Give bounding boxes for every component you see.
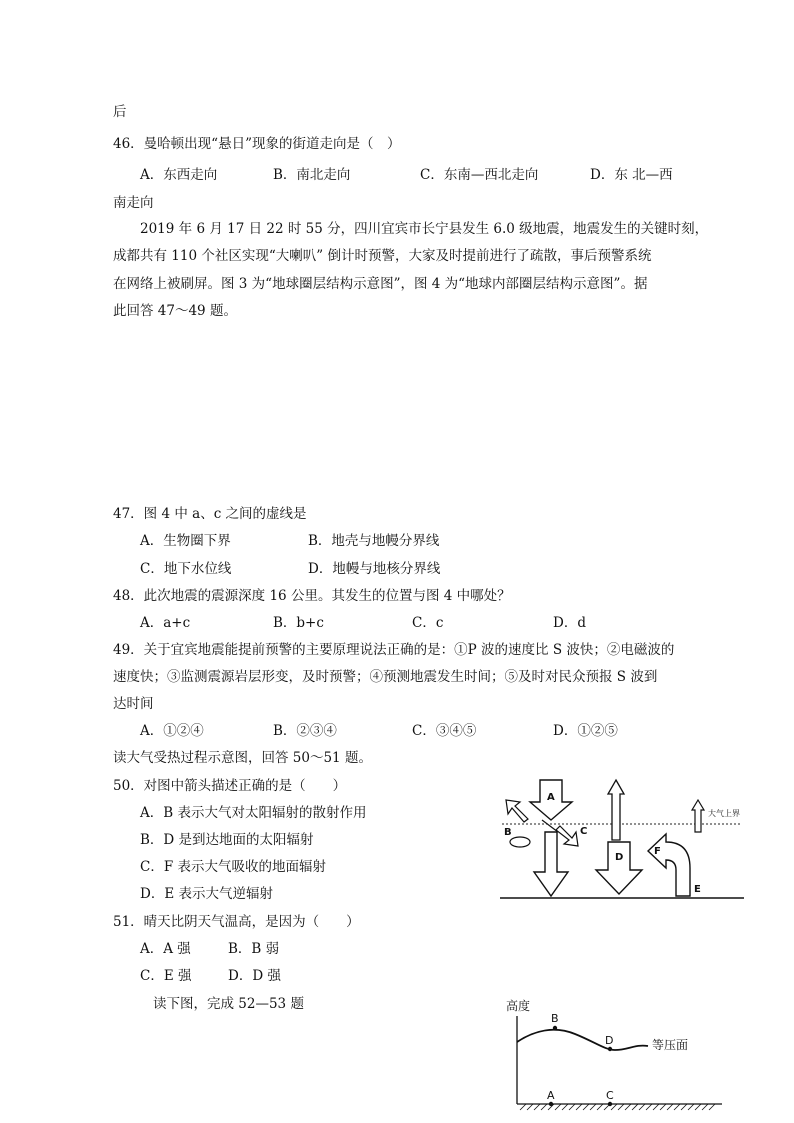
- atmosphere-heating-diagram: [498, 772, 748, 902]
- text-line-continued: 后: [113, 104, 127, 120]
- label-b: B: [551, 1012, 559, 1025]
- label-c: C: [580, 826, 588, 837]
- q46-option-d: D．东 北—西: [590, 167, 673, 183]
- question-51: 51．晴天比阴天气温高，是因为（ ）: [113, 914, 360, 930]
- question-49-line-3: 达时间: [113, 696, 154, 712]
- q51-option-b: B．B 弱: [228, 941, 280, 957]
- arrow-a-ground: [534, 832, 568, 896]
- q48-option-c: C．c: [412, 615, 444, 631]
- question-47: 47．图 4 中 a、c 之间的虚线是: [113, 506, 307, 522]
- isobaric-surface-diagram: [500, 994, 730, 1118]
- label-f: F: [654, 846, 661, 857]
- q49-option-c: C．③④⑤: [412, 723, 477, 739]
- intro-50-51: 读大气受热过程示意图，回答 50～51 题。: [113, 750, 372, 766]
- passage-line-3: 在网络上被刷屏。图 3 为“地球圈层结构示意图”，图 4 为“地球内部圈层结构示意图”。据: [113, 276, 648, 292]
- q50-option-c: C．F 表示大气吸收的地面辐射: [140, 859, 326, 875]
- q49-option-a: A．①②④: [140, 723, 204, 739]
- question-49-line-1: 49．关于宜宾地震能提前预警的主要原理说法正确的是：①P 波的速度比 S 波快；②电磁波的: [113, 642, 675, 658]
- q50-option-d: D．E 表示大气逆辐射: [140, 886, 273, 902]
- point-a: [549, 1102, 553, 1106]
- passage-line-2: 成都共有 110 个社区实现“大喇叭” 倒计时预警，大家及时提前进行了疏散，事后预警系统: [113, 248, 652, 264]
- label-e: E: [694, 884, 701, 895]
- q49-option-d: D．①②⑤: [553, 723, 618, 739]
- q46-option-a: A．东西走向: [140, 167, 218, 183]
- arrow-e-f: [648, 834, 690, 896]
- passage-line-4: 此回答 47～49 题。: [113, 303, 237, 319]
- q47-option-b: B．地壳与地幔分界线: [308, 533, 440, 549]
- question-48: 48．此次地震的震源深度 16 公里。其发生的位置与图 4 中哪处？: [113, 588, 511, 604]
- q46-option-d-continued: 南走向: [113, 195, 154, 211]
- q49-option-b: B．②③④: [273, 723, 337, 739]
- cloud-shape: [510, 837, 530, 847]
- q50-option-a: A．B 表示大气对太阳辐射的散射作用: [140, 805, 367, 821]
- q51-option-d: D．D 强: [228, 968, 281, 984]
- label-atmosphere-top: 大气上界: [708, 809, 740, 818]
- label-d: D: [615, 852, 624, 863]
- isobaric-curve: [517, 1030, 648, 1050]
- question-46: 46．曼哈顿出现“悬日”现象的街道走向是（ ）: [113, 136, 401, 152]
- q48-option-d: D．d: [553, 615, 586, 631]
- q51-option-c: C．E 强: [140, 968, 192, 984]
- q47-option-c: C．地下水位线: [140, 561, 232, 577]
- y-axis-label: 高度: [506, 999, 531, 1013]
- q48-option-a: A．a+c: [140, 615, 191, 631]
- intro-52-53: 读下图，完成 52—53 题: [153, 996, 304, 1012]
- label-a: A: [547, 1089, 555, 1102]
- curve-label: 等压面: [652, 1038, 689, 1052]
- label-a: A: [547, 792, 555, 803]
- arrow-a-connector: [542, 820, 558, 832]
- point-d: [608, 1047, 612, 1051]
- question-50: 50．对图中箭头描述正确的是（ ）: [113, 778, 347, 794]
- q51-option-a: A．A 强: [140, 941, 191, 957]
- q47-option-d: D．地幔与地核分界线: [308, 561, 441, 577]
- q46-option-c: C．东南—西北走向: [420, 167, 539, 183]
- q50-option-b: B．D 是到达地面的太阳辐射: [140, 832, 314, 848]
- arrow-escape-up: [608, 780, 624, 840]
- arrow-right-up: [692, 800, 704, 832]
- point-b: [553, 1026, 557, 1030]
- q48-option-b: B．b+c: [273, 615, 324, 631]
- label-c: C: [606, 1089, 614, 1102]
- question-49-line-2: 速度快；③监测震源岩层形变，及时预警；④预测地震发生时间；⑤及时对民众预报 S 波到: [113, 669, 658, 685]
- label-b: B: [504, 827, 512, 838]
- arrow-b: [506, 800, 528, 822]
- q47-option-a: A．生物圈下界: [140, 533, 231, 549]
- passage-line-1: 2019 年 6 月 17 日 22 时 55 分，四川宜宾市长宁县发生 6.0 级地震，地震发生的关键时刻，: [140, 221, 709, 237]
- label-d: D: [605, 1034, 614, 1047]
- arrow-d: [596, 842, 642, 894]
- point-c: [608, 1102, 612, 1106]
- q46-option-b: B．南北走向: [273, 167, 351, 183]
- arrow-c: [556, 826, 578, 846]
